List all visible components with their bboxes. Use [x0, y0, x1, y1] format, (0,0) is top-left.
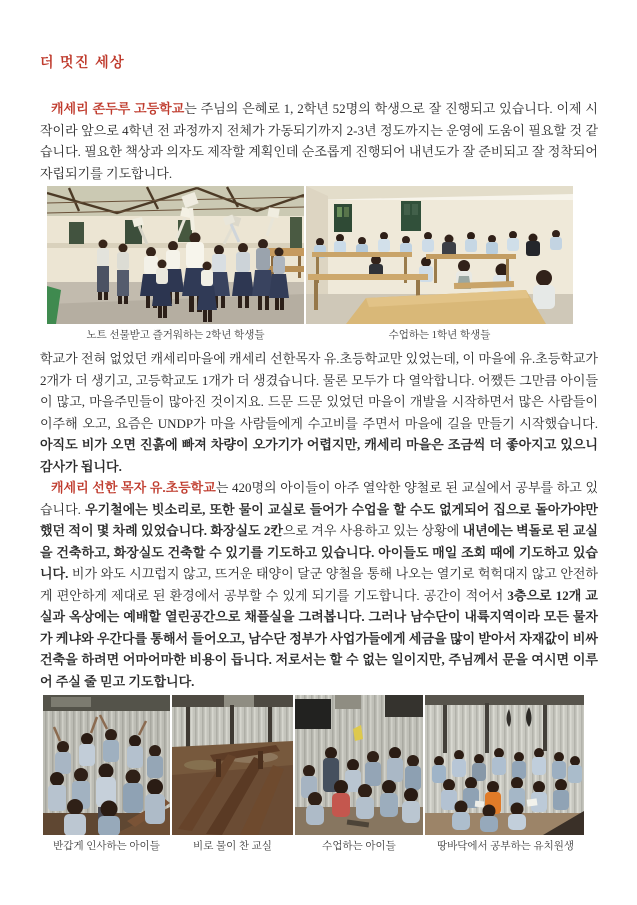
- caption-grade2-students: 노트 선물받고 즐거워하는 2학년 학생들: [86, 330, 265, 341]
- paragraph-high-school: [40, 98, 598, 184]
- caption-flooded-classroom: 비로 물이 찬 교실: [193, 841, 272, 852]
- photo-row-bottom: [43, 695, 598, 835]
- caption-kids-in-class: 수업하는 아이들: [322, 841, 396, 852]
- paragraph-village-bold: 아직도 비가 오면 진흙에 빠져 차량이 오가기가 어렵지만, 캐세리 마을은 조금씩 더 좋아지고 있으니 감사가 됩니다.: [40, 437, 598, 474]
- lead-high-school: 캐세리 존두루 고등학교: [51, 101, 185, 116]
- elementary-bold-1: 우기철에는 빗소리로, 또한 물이 교실로 들어가 수업을 할 수도 없게되어 집으로 돌아가야만 했던 적이 몇 차례 있었습니다. 화장실도 2칸: [40, 501, 598, 538]
- caption-row-bottom: [40, 840, 598, 853]
- elementary-text-2: 으로 겨우 사용하고 있는 상황에: [282, 523, 463, 538]
- photo-flooded-classroom: [172, 695, 293, 835]
- photo-students-with-notebooks: [47, 186, 304, 324]
- caption-kindergarten: 땅바닥에서 공부하는 유치원생: [436, 841, 575, 852]
- photo-row-top: [47, 186, 598, 324]
- paragraph-high-school-text: 는 주님의 은혜로 1, 2학년 52명의 학생으로 잘 진행되고 있습니다. 이제 시작이라 앞으로 4학년 전 과정까지 전체가 가동되기까지 2-3년 정도까지는 운영에 도움이 필요할 것 같습니다. 필요한 책상과 의자도 제작할 계획인데 순조롭게 진행되어 내년도가 잘 준비되고 잘 정착되어 자립되기를 기도합니다.: [40, 101, 598, 181]
- photo-grade1-classroom: [306, 186, 573, 324]
- paragraph-village-text: 학교가 전혀 없었던 캐세리마을에 캐세리 선한목자 유.초등학교만 있었는데, 이 마을에 유.초등학교가 2개가 더 생기고, 고등학교도 1개가 더 생겼습니다. 물론 모두가 다 열악합니다. 어쨌든 그만큼 아이들이 많고, 마을주민들이 많아진 것이지요. 드문 드문 있었던 마을이 개발을 시작하면서 많은 사람들이 이주해 오고, 요즘은 UNDP가 마을 사람들에게 수고비를 주면서 마을에 길을 만들기 시작했습니다.: [40, 351, 598, 431]
- lead-elementary: 캐세리 선한 목자 유.초등학교: [51, 480, 216, 495]
- paragraph-elementary: [40, 477, 598, 692]
- photo-kids-greeting: [43, 695, 170, 835]
- paragraph-village: [40, 348, 598, 477]
- elementary-text-3: 비가 와도 시끄럽지 않고, 뜨거운 태양이 달군 양철을 통해 나오는 열기로 헉헉대지 않고 안전하게 편안하게 제대로 된 환경에서 공부할 수 있게 되기를 기도합니다. 공간이 적어서: [40, 566, 598, 603]
- caption-row-top: [40, 329, 598, 342]
- photo-kids-in-class: [295, 695, 423, 835]
- caption-grade1-students: 수업하는 1학년 학생들: [388, 330, 491, 341]
- elementary-text-1: 는 420명의 아이들이 아주 열악한 양철로 된 교실에서 공부를 하고 있습니다.: [40, 480, 598, 517]
- elementary-bold-3: 3층으로 12개 교실과 옥상에는 예배할 열린공간으로 채플실을 그려봅니다. 그러나 남수단이 내륙지역이라 모든 물자가 케냐와 우간다를 통해서 들어오고, 남수단 정부가 사업가들에게 세금을 많이 받아서 자재값이 비싸 건축을 하려면 어마어마한 비용이 듭니다. 저로서는 할 수 없는 일이지만, 주님께서 문을 여시면 이루어 주실 줄 믿고 기도합니다.: [40, 587, 598, 689]
- caption-kids-greeting: 반갑게 인사하는 아이들: [53, 841, 160, 852]
- page-title: 더 멋진 세상: [40, 56, 126, 71]
- photo-kindergarten-on-floor: [425, 695, 584, 835]
- elementary-bold-2: 내년에는 벽돌로 된 교실을 건축하고, 화장실도 건축할 수 있기를 기도하고 있습니다. 아이들도 매일 조회 때에 기도하고 있습니다.: [40, 523, 598, 581]
